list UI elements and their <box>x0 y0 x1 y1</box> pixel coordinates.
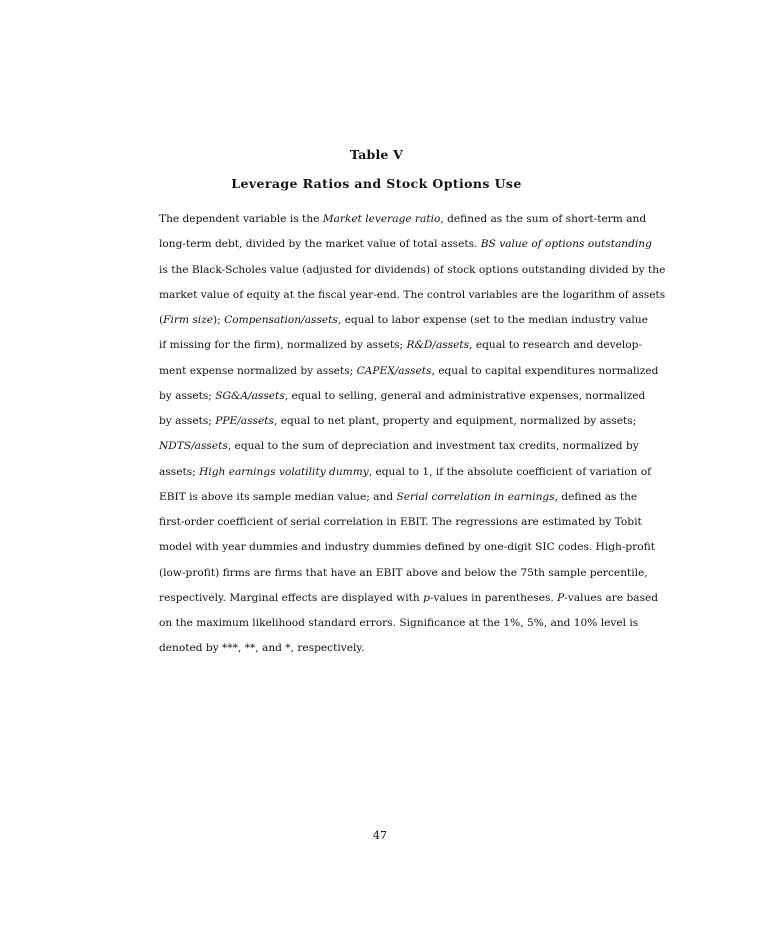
caption-line <box>159 359 659 384</box>
caption-text: -values in parentheses. <box>429 591 558 604</box>
caption-text: The dependent variable is the <box>159 213 323 225</box>
caption-line <box>159 586 659 611</box>
caption-variable-name: PPE/assets <box>215 415 274 427</box>
caption-variable-name: Market leverage ratio <box>322 213 441 225</box>
caption-text: model with year dummies and industry dummies defined by one-digit SIC codes. High-profit <box>159 541 655 554</box>
caption-line <box>159 510 642 535</box>
caption-variable-name: p <box>423 591 430 604</box>
caption-line <box>159 384 646 409</box>
caption-text: , equal to research and develop- <box>469 339 643 352</box>
caption-line <box>159 308 648 333</box>
caption-variable-name: Serial correlation in earnings <box>396 490 555 503</box>
caption-variable-name: Compensation/assets <box>224 314 338 326</box>
caption-variable-name: P <box>557 591 565 604</box>
caption-text: ( <box>159 314 164 326</box>
caption-text: is the Black-Scholes value (adjusted for dividends) of stock options outstanding divided by the <box>159 263 666 276</box>
caption-line <box>159 636 602 661</box>
caption-text: by assets; <box>159 389 216 402</box>
caption-text: -values are based <box>564 591 659 604</box>
caption-variable-name: SG&A/assets <box>215 389 285 402</box>
caption-text: EBIT is above its sample median value; and <box>159 490 397 503</box>
caption-text: , equal to the sum of depreciation and investment tax credits, normalized by <box>227 440 639 453</box>
caption-variable-name: Firm size <box>163 314 214 326</box>
caption-line <box>159 258 666 283</box>
caption-line <box>159 611 639 636</box>
caption-variable-name: NDTS/assets <box>159 440 228 453</box>
caption-text: , equal to capital expenditures normalized <box>431 364 659 377</box>
caption-text: ); <box>213 314 225 326</box>
caption-text: denoted by ***, **, and *, respectively. <box>159 642 365 655</box>
caption-text: , equal to 1, if the absolute coefficient of variation of <box>368 465 652 478</box>
caption-variable-name: High earnings volatility dummy <box>199 465 369 478</box>
caption-text: on the maximum likelihood standard errors. Significance at the 1%, 5%, and 10% level is <box>159 617 639 629</box>
page-number: 47 <box>373 829 387 842</box>
caption-text: long-term debt, divided by the market value of total assets. <box>159 238 481 251</box>
caption-line <box>159 434 639 459</box>
caption-line <box>159 460 652 485</box>
caption-text: , defined as the sum of short-term and <box>440 213 647 225</box>
caption-text: respectively. Marginal effects are displayed with <box>159 591 424 604</box>
caption-text: , defined as the <box>554 490 638 503</box>
caption-text: , equal to labor expense (set to the median industry value <box>337 314 648 326</box>
caption-text: first-order coefficient of serial correlation in EBIT. The regressions are estimated by Tobit <box>159 516 642 528</box>
table-title: Leverage Ratios and Stock Options Use <box>231 176 522 191</box>
caption-line <box>159 333 643 358</box>
caption-line <box>159 409 637 434</box>
caption-text: , equal to net plant, property and equipment, normalized by assets; <box>273 415 637 427</box>
caption-text: by assets; <box>159 415 216 427</box>
table-label: Table V <box>349 147 404 162</box>
caption-variable-name: BS value of options outstanding <box>480 238 652 251</box>
caption-line <box>159 485 638 510</box>
caption-line <box>159 232 652 257</box>
caption-text: (low-profit) firms are firms that have an EBIT above and below the 75th sample percentile, <box>159 566 648 579</box>
caption-text: market value of equity at the fiscal year-end. The control variables are the logarithm of assets <box>159 288 666 301</box>
caption-text: , equal to selling, general and administrative expenses, normalized <box>284 389 646 402</box>
caption-line <box>159 561 648 586</box>
caption-line <box>159 535 655 560</box>
caption-variable-name: R&D/assets <box>406 339 470 352</box>
caption-line <box>159 207 647 232</box>
caption-text: ment expense normalized by assets; <box>159 364 357 377</box>
caption-text: if missing for the firm), normalized by assets; <box>159 339 407 352</box>
caption-text: assets; <box>159 465 200 478</box>
table-caption <box>159 207 666 662</box>
caption-line <box>159 283 666 308</box>
caption-variable-name: CAPEX/assets <box>356 364 432 377</box>
